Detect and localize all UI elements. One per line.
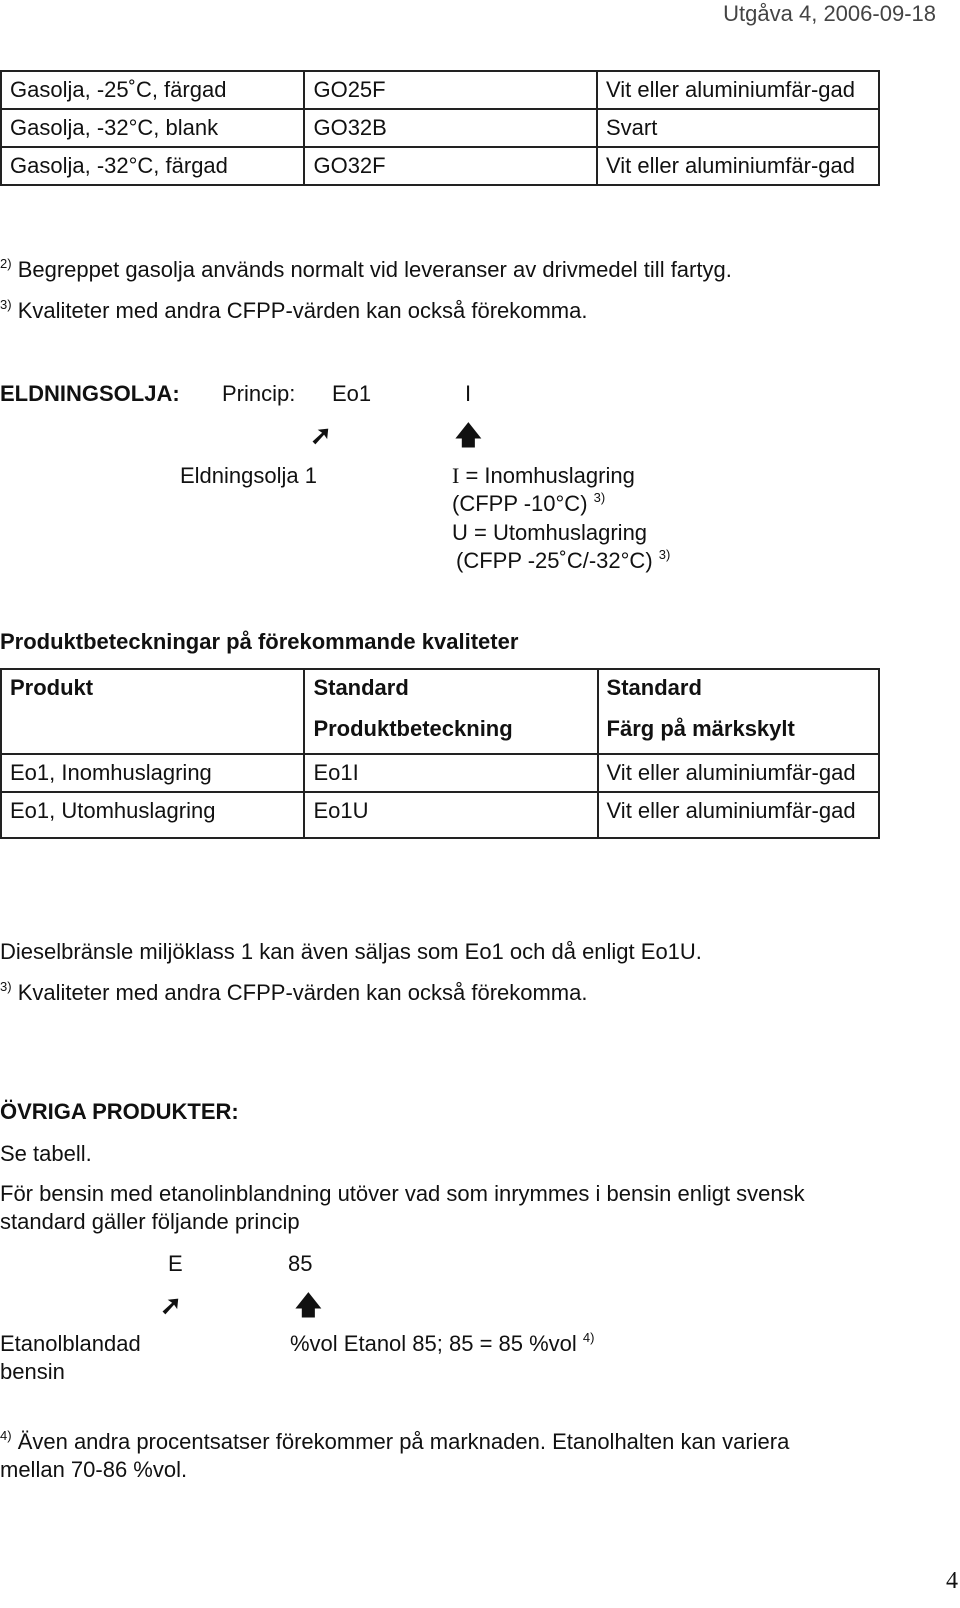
diesel-note: Dieselbränsle miljöklass 1 kan även säljas som Eo1 och då enligt Eo1U. [0, 939, 702, 964]
footnote-mark: 3) [0, 979, 12, 994]
table-row [1, 71, 879, 109]
table-row [1, 147, 879, 185]
page-number: 4 [946, 1568, 958, 1594]
color-cell: Vit eller aluminiumfär-gad [598, 754, 879, 792]
section-heading-ovriga: ÖVRIGA PRODUKTER: [0, 1099, 239, 1124]
explain-i-text: = Inomhuslagring [459, 463, 635, 488]
code-cell: GO32F [304, 147, 597, 185]
header-label: Färg på märkskylt [606, 716, 795, 741]
explain-etanolblandad-line1: Etanolblandad [0, 1331, 141, 1356]
footnote-mark: 3) [658, 547, 671, 562]
header-label: Produkt [10, 675, 94, 700]
explain-utomhus: U = Utomhuslagring [452, 520, 648, 545]
color-cell: Vit eller aluminiumfär-gad [597, 71, 879, 109]
footnote-text: Begreppet gasolja används normalt vid leveranser av drivmedel till fartyg. [17, 257, 732, 282]
cfpp-text: (CFPP -25˚C/-32°C) [456, 548, 653, 573]
product-cell: Gasolja, -32°C, blank [1, 109, 304, 147]
footnote-text: Kvaliteter med andra CFPP-värden kan också förekomma. [17, 298, 588, 323]
explain-eldningsolja: Eldningsolja 1 [180, 463, 317, 488]
code-cell: GO25F [304, 71, 597, 109]
explain-utomhus-cfpp [456, 547, 670, 575]
cfpp-text: (CFPP -10°C) [452, 491, 588, 516]
code-part-e: E [168, 1251, 183, 1276]
product-codes-table [0, 668, 880, 839]
footnote-4 [0, 1428, 789, 1456]
column-header-standard-color [598, 669, 879, 754]
edition-header: Utgåva 4, 2006-09-18 [723, 1, 936, 26]
footnote-4-line2: mellan 70-86 %vol. [0, 1457, 188, 1482]
ethanol-paragraph-line1: För bensin med etanolinblandning utöver vad som inrymmes i bensin enligt svensk [0, 1181, 805, 1206]
ethanol-paragraph-line2: standard gäller följande princip [0, 1209, 300, 1234]
code-part-i: I [465, 381, 472, 406]
code-part-85: 85 [288, 1251, 313, 1276]
see-table-text: Se tabell. [0, 1141, 92, 1166]
arrow-up-icon: 🡅 [455, 420, 482, 450]
footnote-text: Kvaliteter med andra CFPP-värden kan också förekomma. [17, 980, 588, 1005]
footnote-mark: 3) [0, 297, 12, 312]
code-part-eo1: Eo1 [332, 381, 372, 406]
product-cell: Gasolja, -25˚C, färgad [1, 71, 304, 109]
footnote-3-repeat [0, 979, 588, 1007]
footnote-2 [0, 256, 732, 284]
footnote-mark: 3) [593, 490, 606, 505]
footnote-3 [0, 297, 588, 325]
footnote-mark: 4) [582, 1330, 595, 1345]
i-symbol: I [452, 463, 460, 488]
product-codes-heading: Produktbeteckningar på förekommande kvaliteter [0, 629, 519, 654]
header-label: Produktbeteckning [313, 716, 513, 741]
code-cell: Eo1I [304, 754, 597, 792]
arrow-up-icon: 🡅 [295, 1290, 322, 1320]
footnote-text: Även andra procentsatser förekommer på marknaden. Etanolhalten kan variera [17, 1429, 790, 1454]
code-cell: Eo1U [304, 792, 597, 838]
gasolja-table [0, 70, 880, 186]
code-cell: GO32B [304, 109, 597, 147]
table-row [1, 754, 879, 792]
table-header-row [1, 669, 879, 754]
product-cell: Eo1, Utomhuslagring [1, 792, 304, 838]
footnote-mark: 4) [0, 1428, 12, 1443]
section-heading-eldningsolja: ELDNINGSOLJA: [0, 381, 180, 406]
color-cell: Vit eller aluminiumfär-gad [597, 147, 879, 185]
explain-volume [290, 1330, 594, 1358]
explain-inomhus-cfpp [452, 490, 605, 518]
explain-inomhus [452, 462, 635, 490]
column-header-produkt [1, 669, 304, 754]
volume-text: %vol Etanol 85; 85 = 85 %vol [290, 1331, 577, 1356]
header-label: Standard [313, 675, 409, 700]
color-cell: Svart [597, 109, 879, 147]
explain-etanolblandad-line2: bensin [0, 1359, 65, 1384]
arrow-diagonal-icon: ➚ [310, 420, 332, 450]
column-header-standard-code [304, 669, 597, 754]
header-label: Standard [606, 675, 702, 700]
product-cell: Gasolja, -32°C, färgad [1, 147, 304, 185]
table-row [1, 792, 879, 838]
color-cell: Vit eller aluminiumfär-gad [598, 792, 879, 838]
arrow-diagonal-icon: ➚ [160, 1290, 182, 1320]
product-cell: Eo1, Inomhuslagring [1, 754, 304, 792]
principle-label: Princip: [222, 381, 296, 406]
table-row [1, 109, 879, 147]
footnote-mark: 2) [0, 256, 12, 271]
